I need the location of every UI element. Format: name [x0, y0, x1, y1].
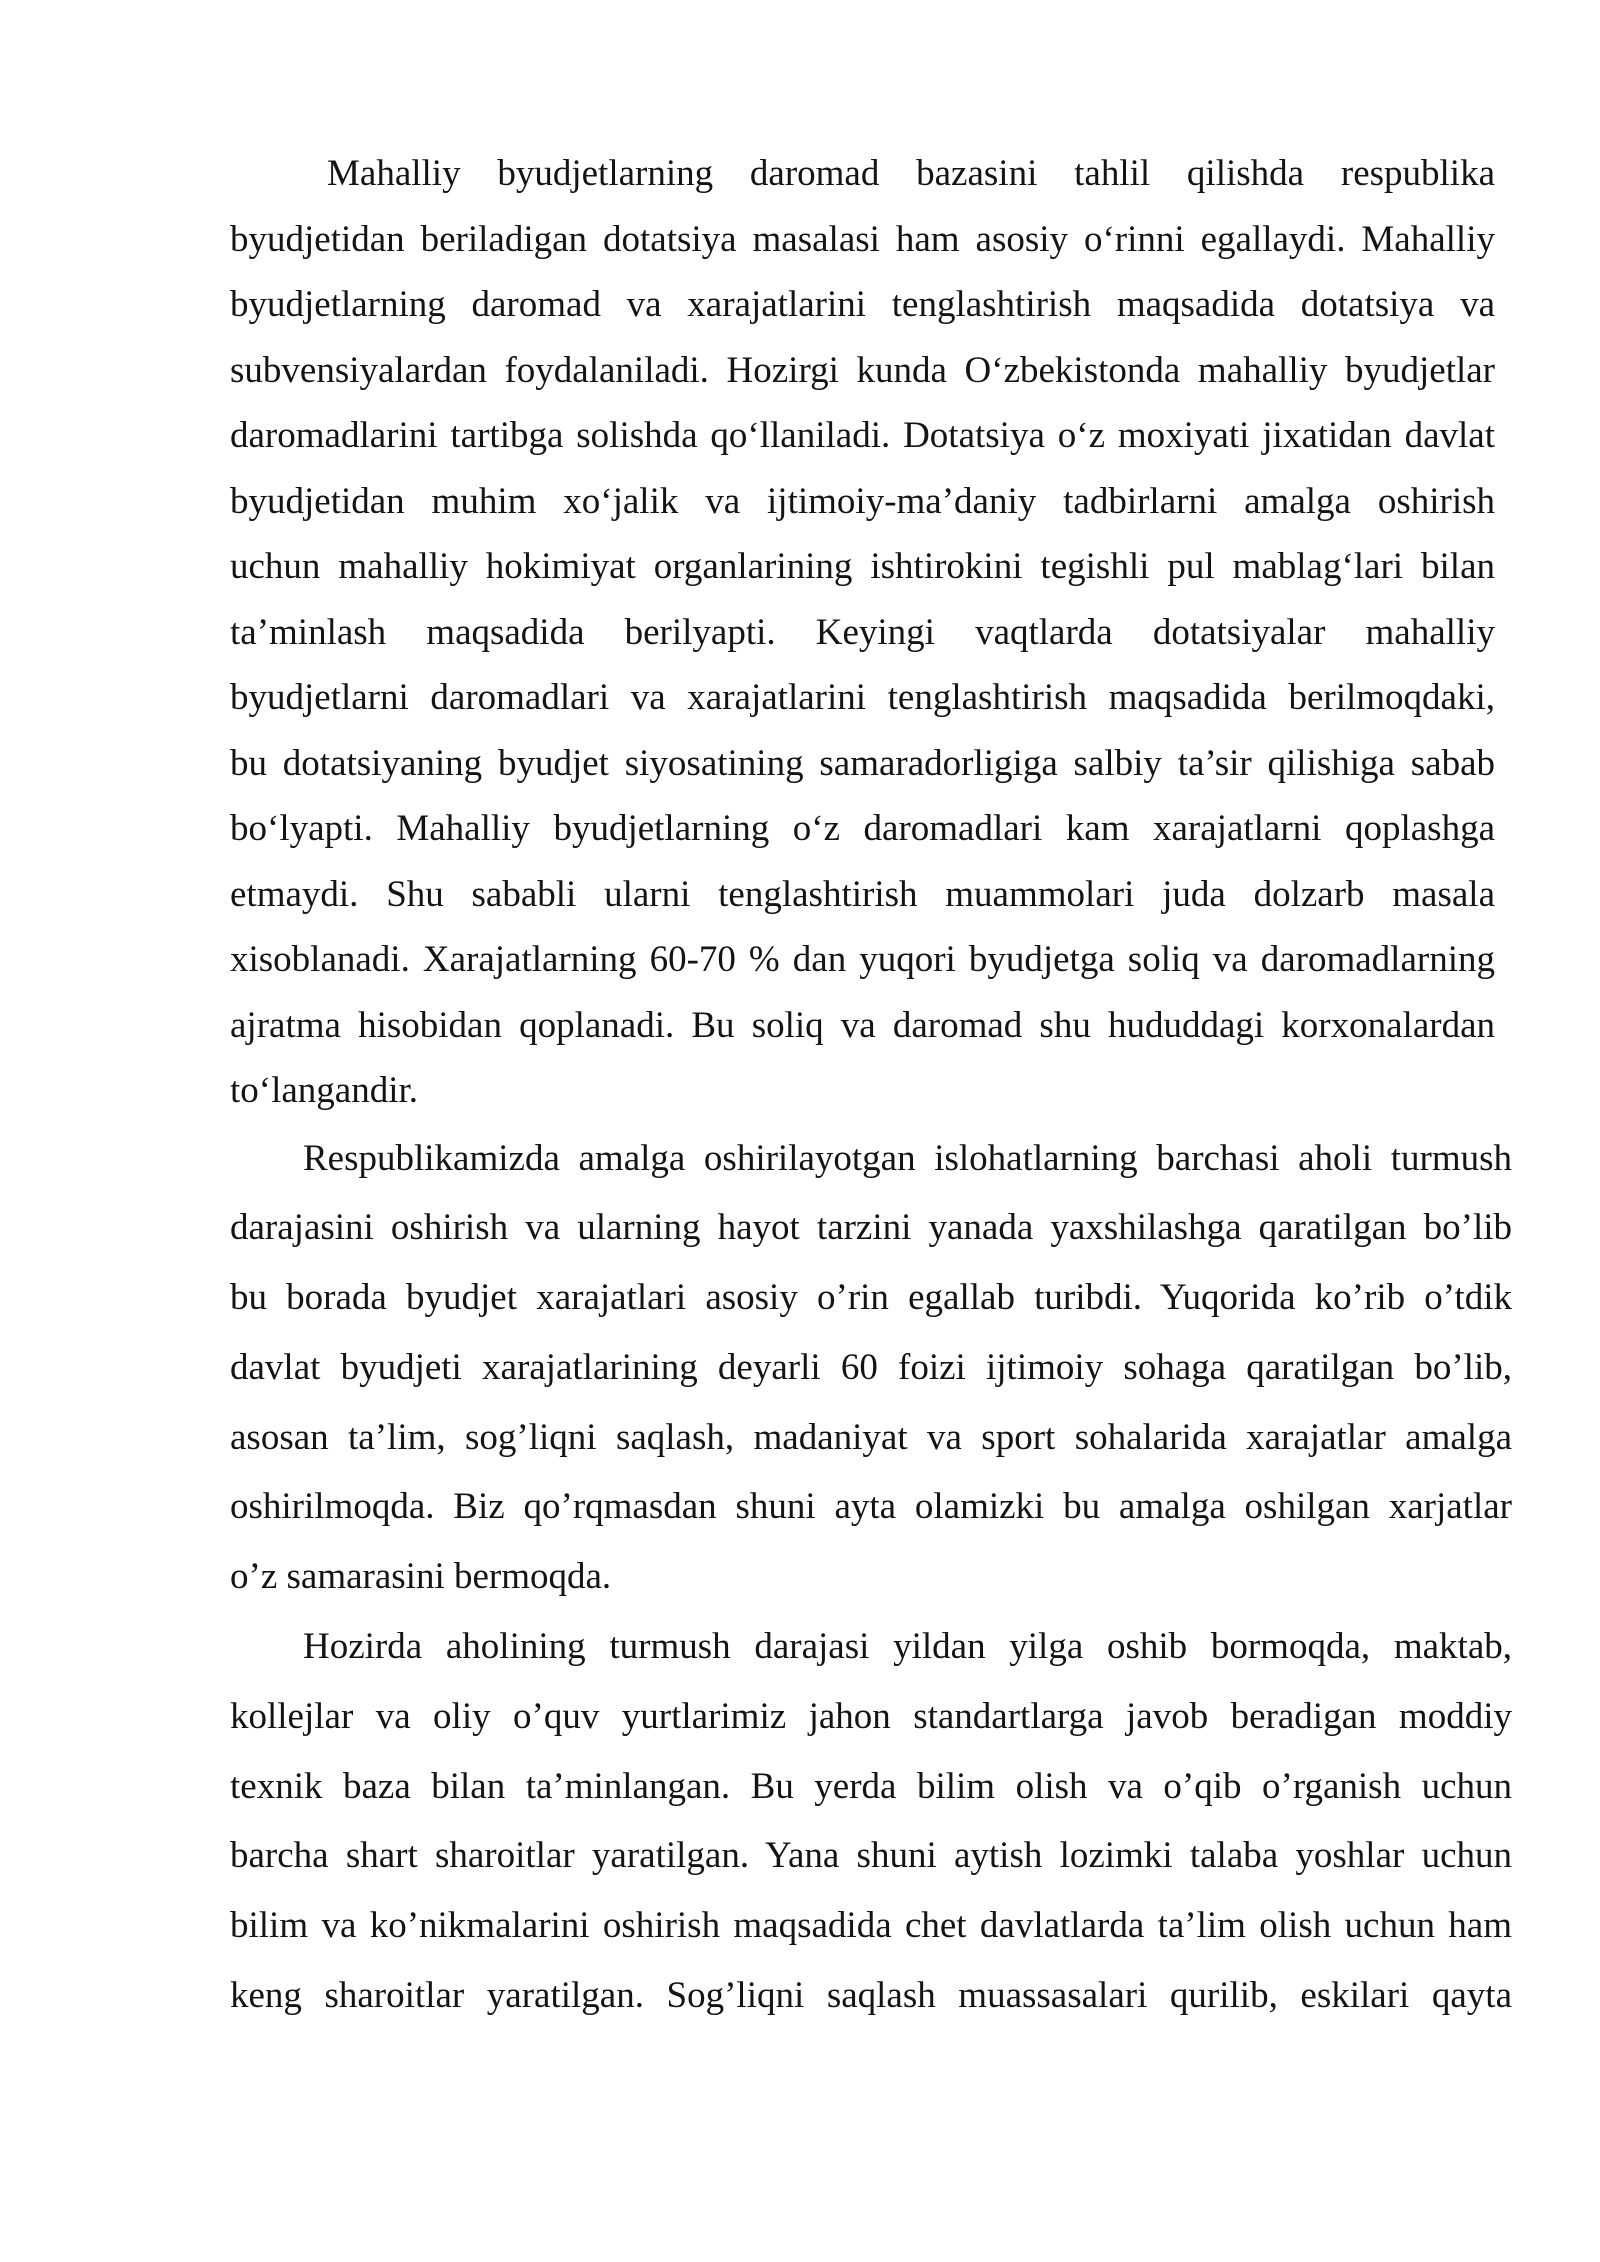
- text-line: byudjetlarning daromad va xarajatlarini tenglashtirish maqsadida dotatsiya va: [230, 284, 1495, 325]
- text-line: Mahalliy byudjetlarning daromad bazasini tahlil qilishda respublika: [327, 153, 1495, 194]
- text-line: bilim va ko’nikmalarini oshirish maqsadida chet davlatlarda ta’lim olish uchun ham: [230, 1905, 1512, 1947]
- text-line: subvensiyalardan foydalaniladi. Hozirgi kunda O‘zbekistonda mahalliy byudjetlar: [230, 349, 1495, 391]
- text-line: bo‘lyapti. Mahalliy byudjetlarning o‘z daromadlari kam xarajatlarni qoplashga: [230, 808, 1495, 849]
- text-line: keng sharoitlar yaratilgan. Sog’liqni saqlash muassasalari qurilib, eskilari qayta: [230, 1975, 1512, 2017]
- text-line: Respublikamizda amalga oshirilayotgan islohatlarning barchasi aholi turmush: [303, 1137, 1512, 1179]
- text-line: texnik baza bilan ta’minlangan. Bu yerda bilim olish va o’qib o’rganish uchun: [230, 1765, 1512, 1807]
- text-line: kollejlar va oliy o’quv yurtlarimiz jahon standartlarga javob beradigan moddiy: [230, 1695, 1512, 1737]
- document-body: [230, 141, 1512, 2031]
- text-line: xisoblanadi. Xarajatlarning 60-70 % dan yuqori byudjetga soliq va daromadlarning: [230, 939, 1495, 980]
- text-line: byudjetidan muhim xo‘jalik va ijtimoiy-ma’daniy tadbirlarni amalga oshirish: [230, 480, 1495, 522]
- text-line: byudjetidan beriladigan dotatsiya masalasi ham asosiy o‘rinni egallaydi. Mahalliy: [230, 218, 1495, 260]
- text-line: uchun mahalliy hokimiyat organlarining ishtirokini tegishli pul mablag‘lari bilan: [230, 546, 1495, 587]
- text-line: to‘langandir.: [230, 1070, 419, 1111]
- text-line: daromadlarini tartibga solishda qo‘llaniladi. Dotatsiya o‘z moxiyati jixatidan davlat: [230, 415, 1495, 456]
- text-line: bu dotatsiyaning byudjet siyosatining samaradorligiga salbiy ta’sir qilishiga sabab: [230, 742, 1495, 784]
- text-line: bu borada byudjet xarajatlari asosiy o’rin egallab turibdi. Yuqorida ko’rib o’tdik: [230, 1277, 1512, 1319]
- text-line: asosan ta’lim, sog’liqni saqlash, madaniyat va sport sohalarida xarajatlar amalga: [230, 1416, 1512, 1458]
- text-line: barcha shart sharoitlar yaratilgan. Yana shuni aytish lozimki talaba yoshlar uchun: [230, 1835, 1512, 1877]
- paragraph: [230, 141, 1495, 1124]
- paragraph: [230, 1612, 1512, 2031]
- text-line: ajratma hisobidan qoplanadi. Bu soliq va daromad shu hududdagi korxonalardan: [230, 1004, 1495, 1046]
- paragraph: [230, 1124, 1512, 1613]
- text-line: Hozirda aholining turmush darajasi yildan yilga oshib bormoqda, maktab,: [303, 1626, 1512, 1668]
- text-line: darajasini oshirish va ularning hayot tarzini yanada yaxshilashga qaratilgan bo’lib: [230, 1207, 1512, 1249]
- text-line: ta’minlash maqsadida berilyapti. Keyingi vaqtlarda dotatsiyalar mahalliy: [230, 611, 1495, 653]
- text-line: byudjetlarni daromadlari va xarajatlarini tenglashtirish maqsadida berilmoqdaki,: [230, 677, 1495, 718]
- text-line: oshirilmoqda. Biz qo’rqmasdan shuni ayta olamizki bu amalga oshilgan xarjatlar: [230, 1486, 1512, 1528]
- text-line: davlat byudjeti xarajatlarining deyarli 60 foizi ijtimoiy sohaga qaratilgan bo’lib,: [230, 1346, 1512, 1388]
- text-line: o’z samarasini bermoqda.: [230, 1556, 612, 1598]
- text-line: etmaydi. Shu sababli ularni tenglashtirish muammolari juda dolzarb masala: [230, 873, 1495, 915]
